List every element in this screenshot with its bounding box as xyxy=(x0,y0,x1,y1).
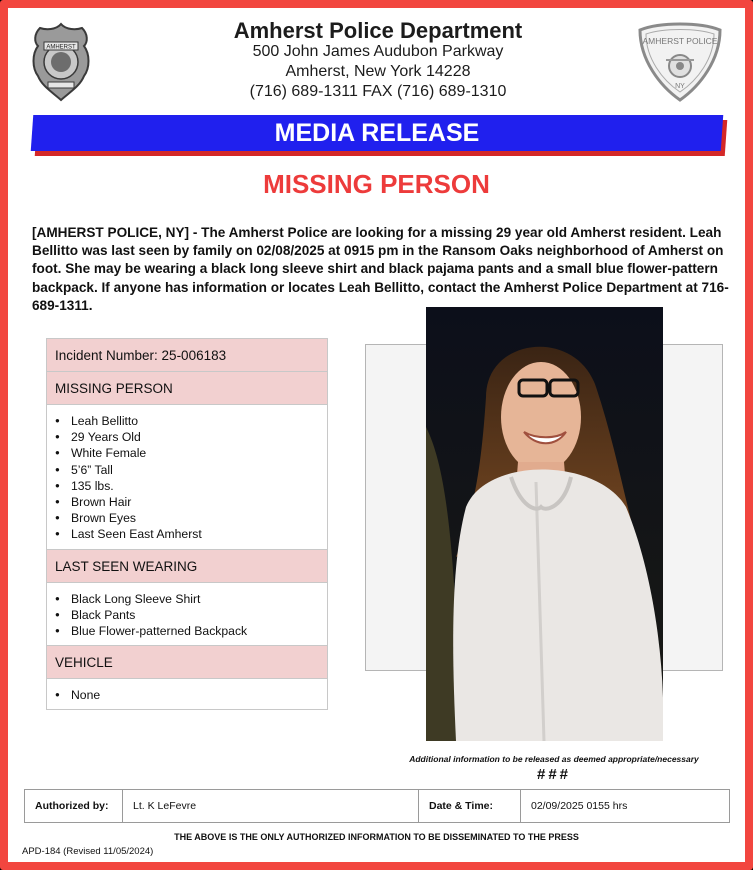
date-time-value: 02/09/2025 0155 hrs xyxy=(531,800,628,812)
police-patch-logo xyxy=(636,20,724,102)
list-item: ● 135 lbs. xyxy=(55,478,327,494)
address-line-2: Amherst, New York 14228 xyxy=(285,63,471,80)
svg-text:AMHERST POLICE: AMHERST POLICE xyxy=(642,36,718,46)
authorized-by-label: Authorized by: xyxy=(25,790,123,822)
department-name: Amherst Police Department xyxy=(233,18,523,43)
svg-text:NY: NY xyxy=(675,83,685,90)
authorized-by-value: Lt. K LeFevre xyxy=(123,790,419,822)
list-item: ● Black Pants xyxy=(55,607,327,623)
press-disclaimer: THE ABOVE IS THE ONLY AUTHORIZED INFORMATION TO BE DISSEMINATED TO THE PRESS xyxy=(174,832,579,842)
phone-fax: (716) 689-1311 FAX (716) 689-1310 xyxy=(249,83,507,100)
list-item: ● Black Long Sleeve Shirt xyxy=(55,591,327,607)
end-mark: ### xyxy=(536,766,572,783)
additional-info-note: Additional information to be released as deemed appropriate/necessary xyxy=(409,754,699,764)
details-table xyxy=(46,338,328,710)
banner-title: MEDIA RELEASE xyxy=(274,119,480,147)
list-item: ● 5’6” Tall xyxy=(55,462,327,478)
missing-person-list xyxy=(47,405,327,550)
last-seen-wearing-heading: LAST SEEN WEARING xyxy=(47,550,327,583)
missing-person-heading: MISSING PERSON xyxy=(47,372,327,405)
last-seen-wearing-list xyxy=(47,583,327,647)
list-item: ● Blue Flower-patterned Backpack xyxy=(55,623,327,639)
list-item: ● Brown Eyes xyxy=(55,510,327,526)
list-item: ● White Female xyxy=(55,445,327,461)
vehicle-heading: VEHICLE xyxy=(47,646,327,679)
list-item: ● None xyxy=(55,687,327,703)
svg-text:AMHERST: AMHERST xyxy=(46,44,76,51)
address-line-1: 500 John James Audubon Parkway xyxy=(252,43,504,60)
list-item: ● Leah Bellitto xyxy=(55,413,327,429)
date-time-label: Date & Time: xyxy=(419,790,521,822)
missing-person-photo xyxy=(426,307,663,741)
list-item: ● Brown Hair xyxy=(55,494,327,510)
vehicle-list xyxy=(47,679,327,709)
missing-person-headline: MISSING PERSON xyxy=(263,169,490,199)
authorization-row xyxy=(24,789,730,823)
police-badge-logo xyxy=(30,20,92,102)
list-item: ● Last Seen East Amherst xyxy=(55,526,327,542)
release-body-text: [AMHERST POLICE, NY] - The Amherst Police are looking for a missing 29 year old Amherst resident. Leah Bellitto was last seen by family on 02/08/2025 at 0915 pm in the Ransom Oaks neighborhood of Amherst on foot. She may be wearing a black long sleeve shirt and black pajama pants and a small blue flower-pattern backpack. If anyone has information or locates Leah Bellitto, contact the Amherst Police Department at 716-689-1311. xyxy=(32,225,729,313)
photo-illustration xyxy=(426,307,663,741)
list-item: ● 29 Years Old xyxy=(55,429,327,445)
form-id: APD-184 (Revised 11/05/2024) xyxy=(22,846,154,857)
incident-number: Incident Number: 25-006183 xyxy=(47,339,327,372)
